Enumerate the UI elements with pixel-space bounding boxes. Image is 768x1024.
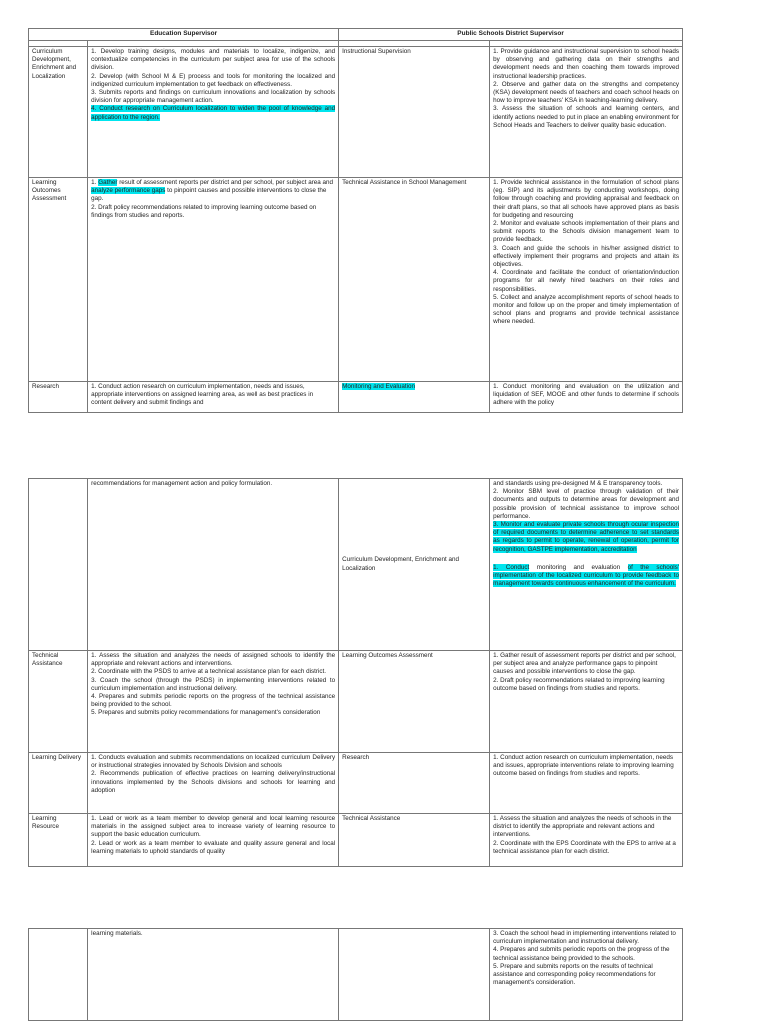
psds-area-label: Learning Outcomes Assessment bbox=[339, 651, 490, 753]
es-duties: learning materials. bbox=[88, 929, 339, 1021]
psds-duties: 1. Conduct action research on curriculum implementation, needs and issues, appropriate interventions relate to improving learning outcome based on findings from studies and reports. bbox=[490, 753, 683, 814]
duty-item: 1. Conducts evaluation and submits recommendations on localized curriculum Delivery or instructional strategies innovated by Schools Division and schools bbox=[91, 754, 336, 770]
duty-item: 1. Gather result of assessment reports per district and per school, per subject area and analyze performance gaps to pinpoint causes and possible interventions to close the gap. bbox=[493, 652, 676, 676]
es-duties bbox=[88, 47, 339, 178]
duty-item: 2. Draft policy recommendations related to improving learning outcome based on findings from studies and reports. bbox=[91, 203, 317, 219]
area-label: Technical Assistance bbox=[29, 651, 88, 753]
area-label: Learning Delivery bbox=[29, 753, 88, 814]
duty-item: 1. Conduct monitoring and evaluation of the schools' implementation of the localized curriculum to provide feedback to management towards continuous enhancement of the curriculum. bbox=[493, 563, 679, 588]
es-duties bbox=[88, 814, 339, 867]
psds-duties bbox=[490, 479, 683, 651]
duty-item: 5. Collect and analyze accomplishment reports of school heads to monitor and follow up on the proper and timely implementation of school plans and programs and provide technical assistance where needed. bbox=[493, 293, 679, 326]
table-row bbox=[29, 651, 683, 753]
psds-duties bbox=[490, 178, 683, 382]
duty-item: 4. Prepares and submits periodic reports on the progress of the technical assistance being provided to the school. bbox=[91, 693, 336, 709]
table-row bbox=[29, 479, 683, 651]
es-duties bbox=[88, 753, 339, 814]
duty-item: 1. Provide guidance and instructional supervision to school heads by observing and gathering data on their strengths and development needs and then coaching them towards improved instructional leadership practices. bbox=[493, 48, 679, 80]
es-duties bbox=[88, 178, 339, 382]
duty-item: 2. Observe and gather data on the strengths and competency (KSA) development needs of teachers and coach school heads on how to improve teachers' KSA in teaching-learning delivery. bbox=[493, 80, 679, 105]
duty-item: 5. Prepares and submits policy recommendations for management's consideration bbox=[91, 709, 321, 717]
duty-item: 1. Assess the situation and analyzes the needs of assigned schools to identify the appropriate and relevant actions and interventions. bbox=[91, 652, 336, 668]
table-header-row bbox=[29, 29, 683, 41]
area-label: Learning Outcomes Assessment bbox=[29, 178, 88, 382]
duty-item: and standards using pre-designed M & E transparency tools. bbox=[493, 480, 663, 487]
highlight-analyze: analyze performance gaps bbox=[91, 187, 166, 195]
table-row bbox=[29, 753, 683, 814]
responsibilities-table-page-2 bbox=[28, 478, 683, 867]
es-duties bbox=[88, 651, 339, 753]
duty-item: 4. Prepares and submits periodic reports on the progress of the technical assistance being provided to the schools. bbox=[493, 946, 670, 962]
column-header-education-supervisor: Education Supervisor bbox=[29, 29, 339, 41]
duty-item: 1. Gather result of assessment reports per district and per school, per subject area and analyze performance gaps to pinpoint causes and possible interventions to close the gap. bbox=[91, 179, 334, 203]
duty-item: 1. Assess the situation and analyzes the needs of schools in the district to identify the appropriate and relevant actions and interventions. bbox=[493, 815, 672, 839]
duty-item: 4. Coordinate and facilitate the conduct of orientation/induction programs for all newly hired teachers on their roles and responsibilities. bbox=[493, 269, 679, 293]
duty-item: 3. Assess the situation of schools and learning centers, and identify actions needed to put in place an enabling environment for School Heads and Teachers to deliver quality basic education. bbox=[493, 105, 679, 129]
duty-item-highlighted: 4. Conduct research on Curriculum localization to widen the pool of knowledge and application to the region. bbox=[91, 105, 336, 121]
area-label: Research bbox=[29, 382, 88, 413]
psds-area-label: Research bbox=[339, 753, 490, 814]
area-label: Learning Resource bbox=[29, 814, 88, 867]
psds-area-label: Instructional Supervision bbox=[339, 47, 490, 178]
duty-item: 3. Coach the school head in implementing interventions related to curriculum implementation and instructional delivery. bbox=[493, 930, 676, 946]
table-row bbox=[29, 382, 683, 413]
duty-item: 2. Develop (with School M & E) process and tools for monitoring the localized and indigenized curriculum implementation to get feedback on effectiveness. bbox=[91, 72, 336, 88]
duty-item: 1. Provide technical assistance in the formulation of school plans (eg. SIP) and its adjustments by conducting workshops, doing follow through coaching and providing appraisal and feedback on their draft plans, so that all schools have approved plans as basis for budgeting and resourcing bbox=[493, 179, 679, 219]
duty-item: 3. Coach the school (through the PSDS) in implementing interventions related to curriculum implementation and instructional delivery. bbox=[91, 676, 336, 692]
psds-duties bbox=[490, 47, 683, 178]
psds-area-label: Technical Assistance in School Management bbox=[339, 178, 490, 382]
highlight-gather: Gather bbox=[98, 179, 118, 186]
psds-duties bbox=[490, 814, 683, 867]
column-header-psds: Public Schools District Supervisor bbox=[339, 29, 683, 41]
duty-item: 2. Lead or work as a team member to evaluate and quality assure general and local learning materials to uphold standards of quality bbox=[91, 839, 336, 855]
duty-item: 3. Coach and guide the schools in his/her assigned district to effectively implement their programs and projects and attain its objectives. bbox=[493, 244, 679, 269]
area-label: Curriculum Development, Enrichment and Localization bbox=[29, 47, 88, 178]
duty-item: 5. Prepare and submits reports on the results of technical assistance and corresponding policy recommendations for management's consideration. bbox=[493, 962, 656, 987]
psds-duties bbox=[490, 651, 683, 753]
responsibilities-table-page-3 bbox=[28, 928, 683, 1021]
duty-item: 2. Recommends publication of effective practices on learning delivery/instructional innovations implemented by the Schools divisions and schools for learning and adoption bbox=[91, 770, 336, 794]
es-duties: 1. Conduct action research on curriculum implementation, needs and issues, appropriate interventions on assigned learning area, as well as best practices in content delivery and submit findings and bbox=[88, 382, 339, 413]
table-row bbox=[29, 929, 683, 1021]
psds-area-label: Technical Assistance bbox=[339, 814, 490, 867]
duty-item: 1. Lead or work as a team member to develop general and local learning resource materials in the assigned subject area to increase variety of learning resource to support the basic education curriculum. bbox=[91, 815, 336, 839]
responsibilities-table-page-1 bbox=[28, 28, 683, 413]
duty-item: 1. Develop training designs, modules and materials to localize, indigenize, and contextualize competencies in the curriculum per subject area for use of the schools division. bbox=[91, 48, 336, 72]
duty-item: 2. Coordinate with the PSDS to arrive at a technical assistance plan for each district. bbox=[91, 668, 327, 676]
duty-item: 2. Monitor and evaluate schools implementation of their plans and submit reports to the Schools division management team to provide feedback. bbox=[493, 220, 679, 244]
psds-duties: 1. Conduct monitoring and evaluation on the utilization and liquidation of SEF, MOOE and other funds to determine if schools adhere with the policy bbox=[490, 382, 683, 413]
es-duties: recommendations for management action and policy formulation. bbox=[88, 479, 339, 651]
psds-area-label: Curriculum Development, Enrichment and Localization bbox=[339, 479, 490, 651]
duty-item: 2. Coordinate with the EPS Coordinate with the EPS to arrive at a technical assistance plan for each district. bbox=[493, 839, 676, 855]
table-row bbox=[29, 178, 683, 382]
duty-item: 3. Submits reports and findings on curriculum innovations and localization by schools division for appropriate management action. bbox=[91, 89, 336, 105]
duty-item: 2. Draft policy recommendations related to improving learning outcome based on findings from studies and reports. bbox=[493, 676, 665, 692]
table-row bbox=[29, 47, 683, 178]
psds-area-label: Monitoring and Evaluation bbox=[339, 382, 490, 413]
duty-item: 2. Monitor SBM level of practice through validation of their documents and outputs to determine areas for development and possible provision of technical assistance to improve school performance. bbox=[493, 488, 679, 520]
psds-duties bbox=[490, 929, 683, 1021]
table-row bbox=[29, 814, 683, 867]
duty-item-highlighted: 3. Monitor and evaluate private schools through ocular inspection of required documents to determine adherence to set standards as regards to permit to operate, renewal of operation, permit for recognition, GASTPE implementation, accreditation bbox=[493, 521, 679, 553]
